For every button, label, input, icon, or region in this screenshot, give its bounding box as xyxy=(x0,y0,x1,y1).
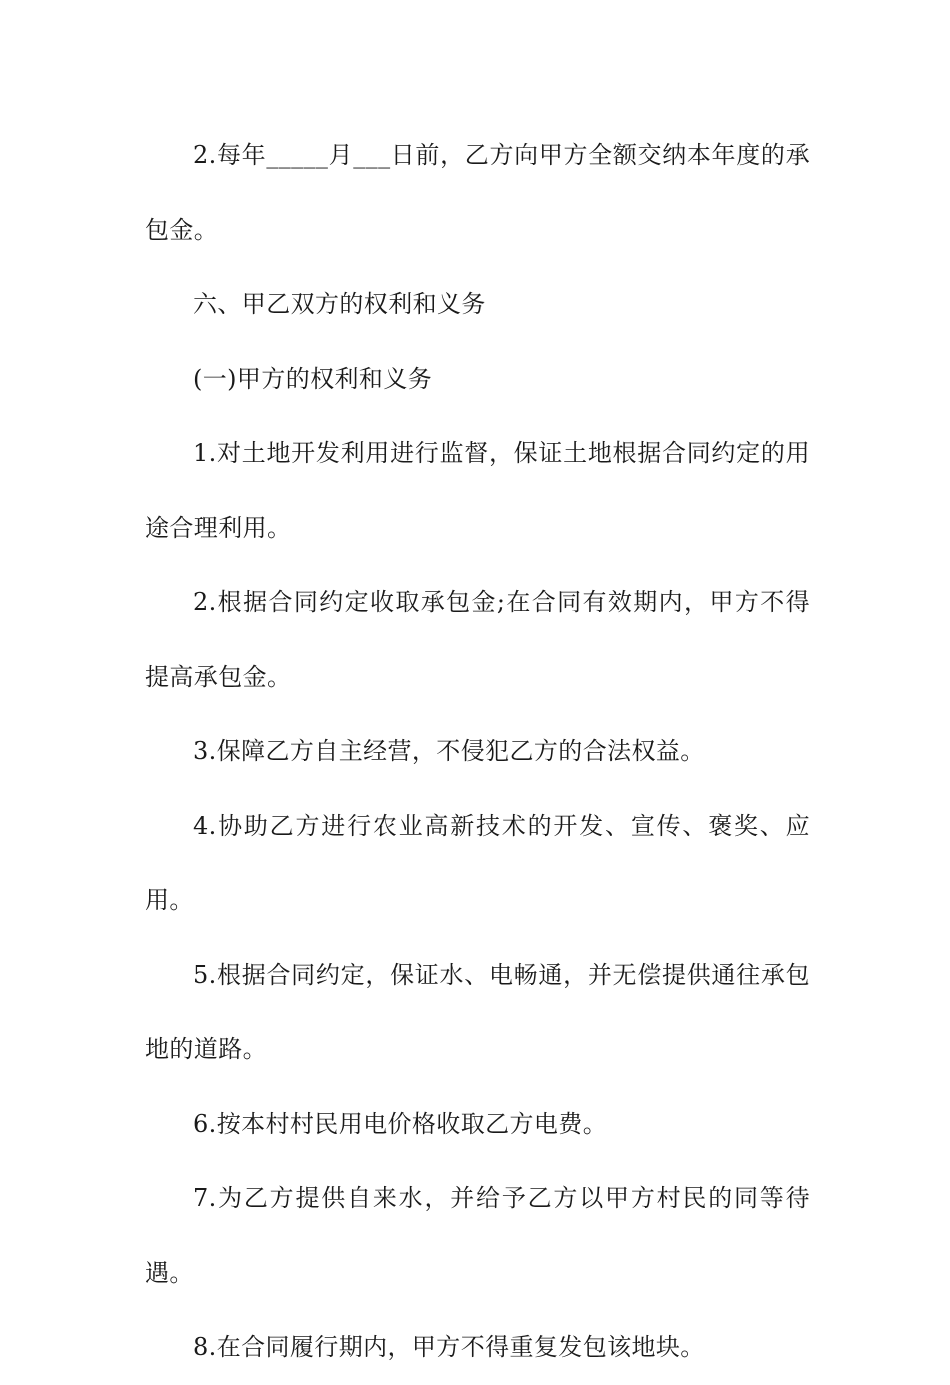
paragraph-item-8: 8.在合同履行期内，甲方不得重复发包该地块。 xyxy=(193,1333,705,1361)
section-heading-rights-obligations: 六、甲乙双方的权利和义务 xyxy=(193,290,486,318)
paragraph-item-4: 4.协助乙方进行农业高新技术的开发、宣传、褒奖、应用。 xyxy=(145,811,810,914)
paragraph-item-5: 5.根据合同约定，保证水、电畅通，并无偿提供通往承包地的道路。 xyxy=(145,960,810,1063)
paragraph-item-3: 3.保障乙方自主经营，不侵犯乙方的合法权益。 xyxy=(193,737,705,765)
document-body xyxy=(145,118,810,1385)
paragraph-item-6: 6.按本村村民用电价格收取乙方电费。 xyxy=(193,1109,608,1138)
paragraph-item-1: 1.对土地开发利用进行监督，保证土地根据合同约定的用途合理利用。 xyxy=(145,439,810,542)
paragraph-item-2: 2.根据合同约定收取承包金;在合同有效期内，甲方不得提高承包金。 xyxy=(145,588,810,691)
paragraph-payment-deadline: 2.每年_____月___日前，乙方向甲方全额交纳本年度的承包金。 xyxy=(145,141,810,244)
paragraph-item-7: 7.为乙方提供自来水，并给予乙方以甲方村民的同等待遇。 xyxy=(145,1184,810,1287)
subsection-heading-party-a: (一)甲方的权利和义务 xyxy=(193,364,433,393)
